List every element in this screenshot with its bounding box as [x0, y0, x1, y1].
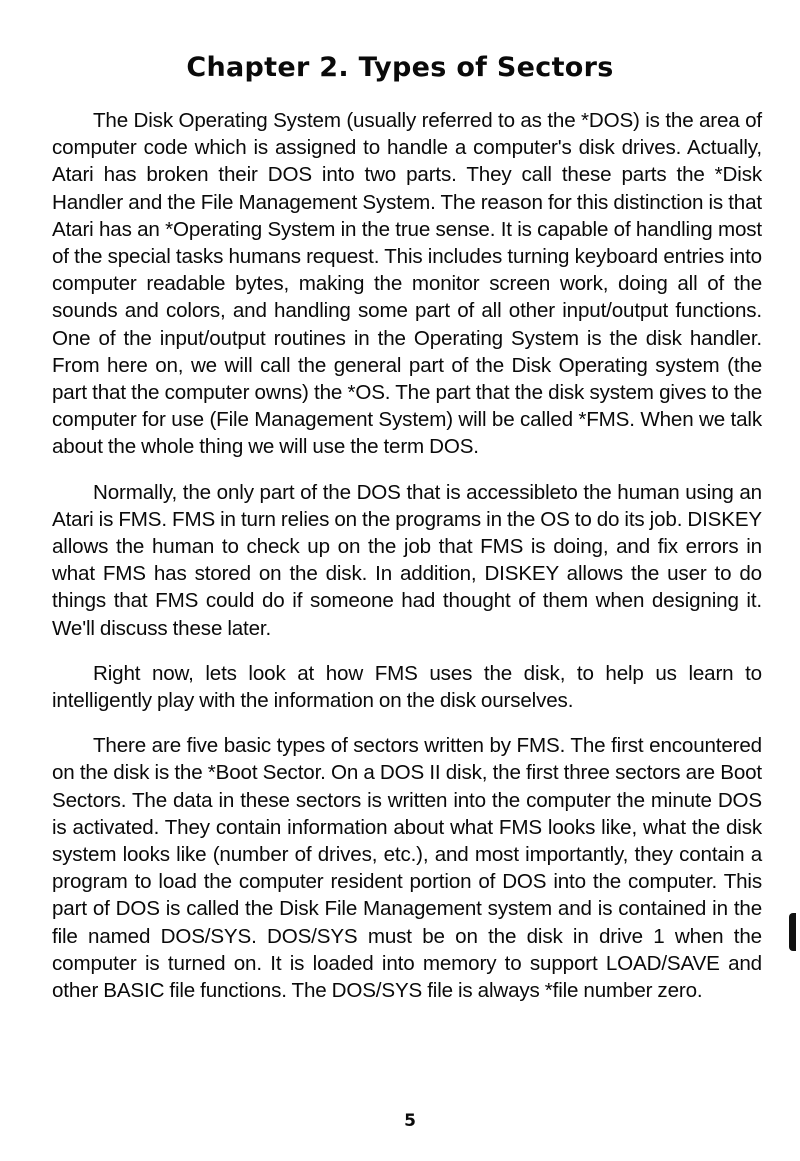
- paragraph-sector-types: There are five basic types of sectors written by FMS. The first encountered on the disk is the *Boot Sector. On a DOS II disk, the first three sectors are Boot Sectors. The data in these sectors is written into the computer the minute DOS is activated. They contain information about what FMS looks like, what the disk system looks like (number of drives, etc.), and most importantly, they contain a program to load the computer resident portion of DOS into the computer. This part of DOS is called the Disk File Management system and is contained in the file named DOS/SYS. DOS/SYS must be on the disk in drive 1 when the computer is turned on. It is loaded into memory to support LOAD/SAVE and other BASIC file functions. The DOS/SYS file is always *file number zero.: [52, 734, 762, 1003]
- paragraph-fms-diskey: Normally, the only part of the DOS that is accessibleto the human using an Atari is FMS. FMS in turn relies on the programs in the OS to do its job. DISKEY allows the human to check up on the job that FMS is doing, and fix errors in what FMS has stored on the disk. In addition, DISKEY allows the user to do things that FMS could do if someone had thought of them when designing it. We'll discuss these later.: [52, 480, 762, 640]
- paragraph-dos-intro: The Disk Operating System (usually referred to as the *DOS) is the area of computer code which is assigned to handle a computer's disk drives. Actually, Atari has broken their DOS into two parts. They call these parts the *Disk Handler and the File Management System. The reason for this distinction is that Atari has an *Operating System in the true sense. It is capable of handling most of the special tasks humans request. This includes turning keyboard entries into computer readable bytes, making the monitor screen work, doing all of the sounds and colors, and handling some part of all other input/output functions. One of the input/output routines in the Operating System is the disk handler. From here on, we will call the general part of the Disk Operating system (the part that the computer owns) the *OS. The part that the disk system gives to the computer for use (File Management System) will be called *FMS. When we talk about the whole thing we will use the term DOS.: [52, 109, 762, 459]
- body-text: [52, 107, 762, 1022]
- chapter-title: Chapter 2. Types of Sectors: [186, 52, 614, 83]
- paragraph-right-now: Right now, lets look at how FMS uses the disk, to help us learn to intelligently play with the information on the disk ourselves.: [52, 661, 762, 713]
- margin-mark: [789, 913, 796, 951]
- page-number: 5: [404, 1111, 416, 1131]
